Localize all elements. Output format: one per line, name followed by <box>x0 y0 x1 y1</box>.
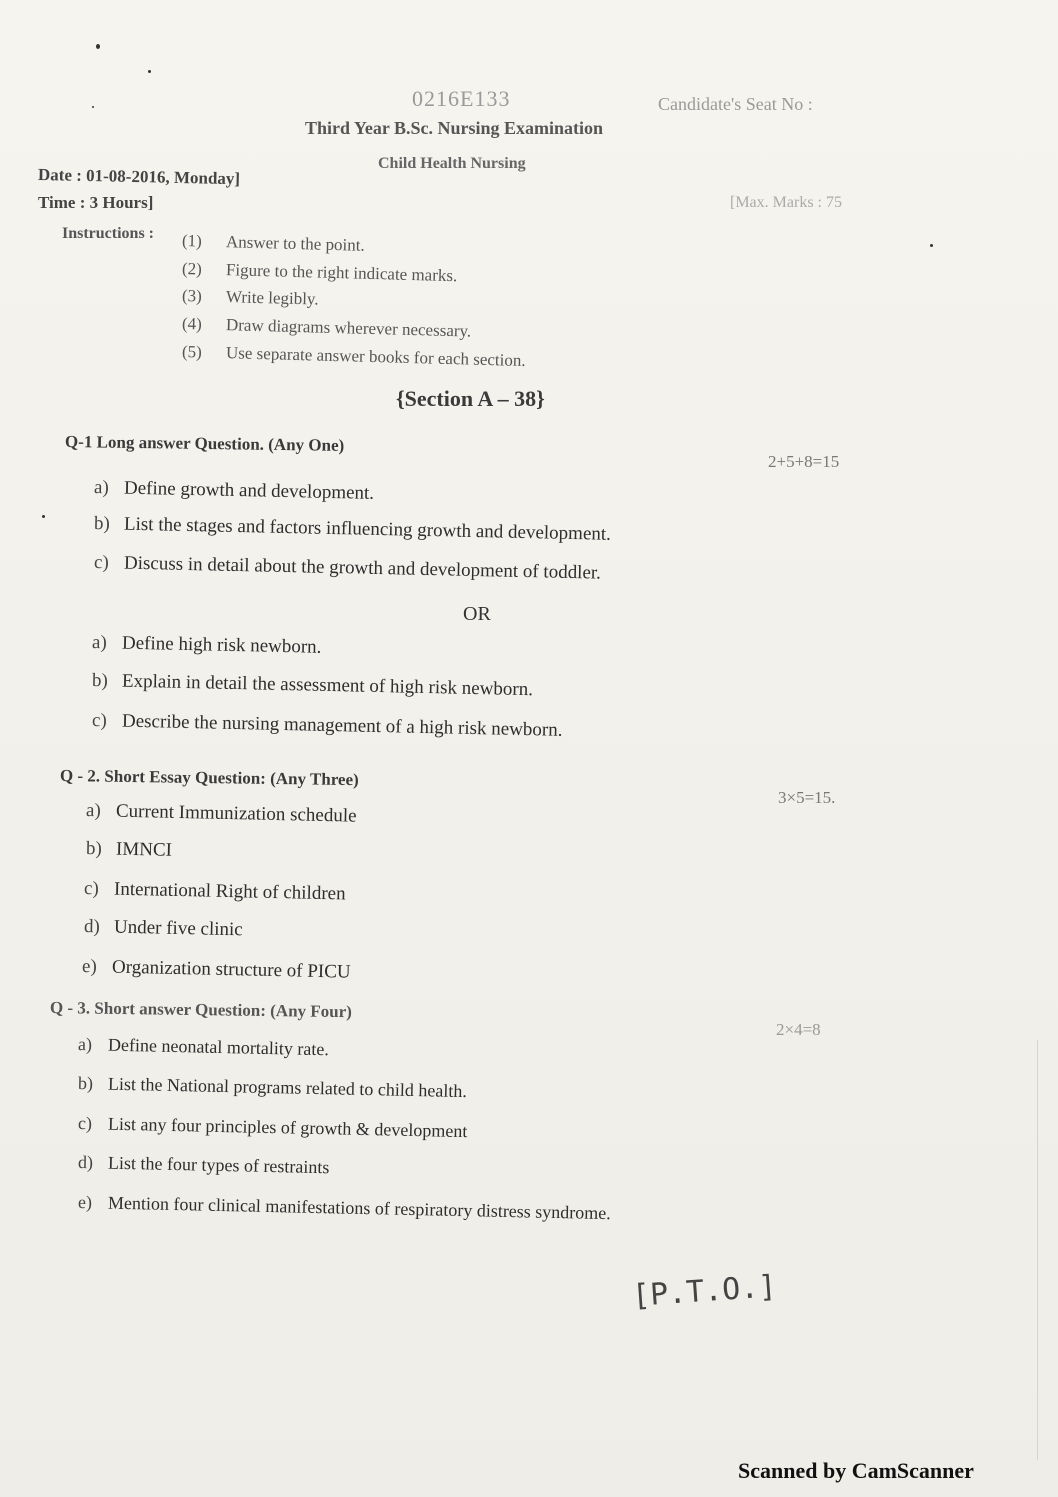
q1-marks: 2+5+8=15 <box>768 452 840 471</box>
q1-alt-item: b) Explain in detail the assessment of high risk newborn. <box>91 670 534 701</box>
paper-code: 0216E133 <box>412 86 511 111</box>
speck <box>148 70 151 73</box>
speck <box>42 515 45 518</box>
instruction-item: (3) Write legibly. <box>181 286 319 309</box>
or-separator: OR <box>463 603 491 625</box>
scanner-watermark: Scanned by CamScanner <box>738 1458 974 1483</box>
q2-item: e) Organization structure of PICU <box>81 956 351 983</box>
exam-date: Date : 01-08-2016, Monday] <box>37 165 241 189</box>
subject-title: Child Health Nursing <box>378 155 526 172</box>
q3-item: c) List any four principles of growth & development <box>77 1113 468 1142</box>
q2-item: b) IMNCI <box>85 838 173 861</box>
q1-alt-item: a) Define high risk newborn. <box>91 632 322 658</box>
candidate-seat-label: Candidate's Seat No : <box>658 94 813 114</box>
q1-item: c) Discuss in detail about the growth and development of toddler. <box>93 552 602 584</box>
pto-handwritten: [P.T.O.] <box>630 1269 778 1314</box>
q1-heading: Q-1 Long answer Question. (Any One) <box>64 432 345 455</box>
instruction-item: (2) Figure to the right indicate marks. <box>181 259 458 286</box>
q1-item: a) Define growth and development. <box>93 477 375 504</box>
q3-marks: 2×4=8 <box>776 1020 821 1039</box>
instructions-heading: Instructions : <box>62 225 155 242</box>
q3-item: b) List the National programs related to child health. <box>77 1073 468 1102</box>
instruction-item: (4) Draw diagrams wherever necessary. <box>181 314 472 341</box>
q2-marks: 3×5=15. <box>778 788 836 807</box>
q2-heading: Q - 2. Short Essay Question: (Any Three) <box>59 766 359 790</box>
q2-item: d) Under five clinic <box>83 916 243 941</box>
q1-item: b) List the stages and factors influencing growth and development. <box>93 513 612 545</box>
instruction-item: (1) Answer to the point. <box>181 231 366 255</box>
max-marks: [Max. Marks : 75 <box>730 194 842 211</box>
section-title: {Section A – 38} <box>396 386 545 411</box>
q1-alt-item: c) Describe the nursing management of a high risk newborn. <box>91 710 563 741</box>
exam-title: Third Year B.Sc. Nursing Examination <box>305 118 604 138</box>
page-edge <box>1037 1040 1038 1460</box>
speck <box>930 244 933 247</box>
q3-item: a) Define neonatal mortality rate. <box>77 1034 330 1060</box>
q3-item: d) List the four types of restraints <box>77 1152 330 1178</box>
q3-item: e) Mention four clinical manifestations of respiratory distress syndrome. <box>77 1192 611 1224</box>
speck <box>92 106 94 108</box>
speck <box>96 44 100 49</box>
q2-item: a) Current Immunization schedule <box>85 800 357 827</box>
q3-heading: Q - 3. Short answer Question: (Any Four) <box>49 998 353 1022</box>
q2-item: c) International Right of children <box>83 878 346 905</box>
exam-time: Time : 3 Hours] <box>38 193 154 212</box>
instruction-item: (5) Use separate answer books for each section. <box>181 342 526 370</box>
